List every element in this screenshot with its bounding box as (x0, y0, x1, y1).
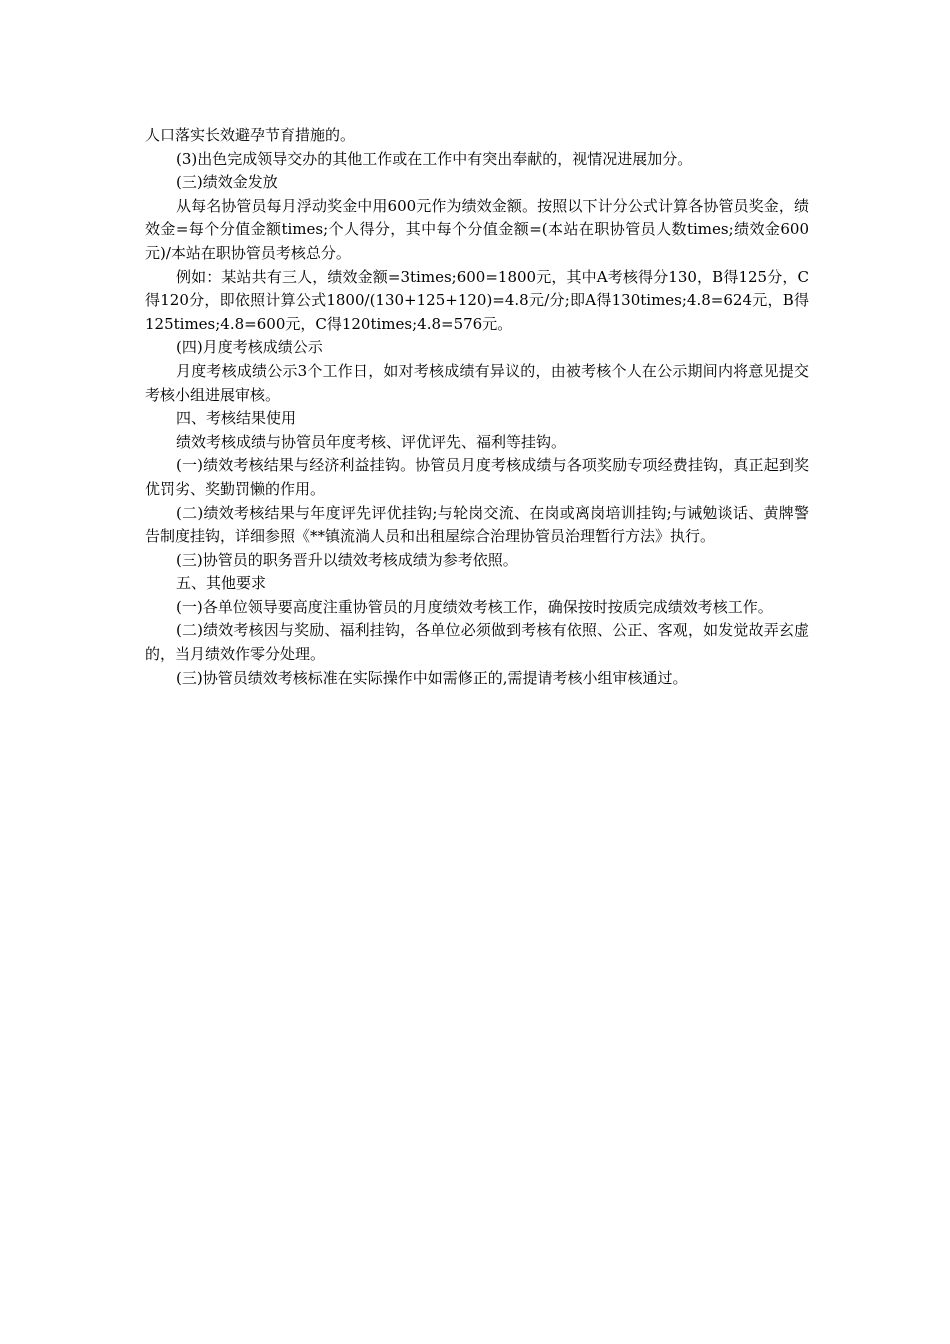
document-body (145, 124, 809, 690)
paragraph: (3)出色完成领导交办的其他工作或在工作中有突出奉献的，视情况进展加分。 (176, 149, 693, 168)
paragraph: (一)各单位领导要高度注重协管员的月度绩效考核工作，确保按时按质完成绩效考核工作。 (176, 597, 773, 616)
section-heading: (三)绩效金发放 (176, 173, 278, 192)
paragraph: (二)绩效考核结果与年度评先评优挂钩;与轮岗交流、在岗或离岗培训挂钩;与诫勉谈话、黄牌警告制度挂钩，详细参照《**镇流淌人员和出租屋综合治理协管员治理暂行方法》执行。 (145, 503, 809, 546)
paragraph: 人口落实长效避孕节育措施的。 (145, 126, 356, 144)
paragraph: (一)绩效考核结果与经济利益挂钩。协管员月度考核成绩与各项奖励专项经费挂钩，真正起到奖优罚劣、奖勤罚懒的作用。 (145, 456, 809, 498)
paragraph: 从每名协管员每月浮动奖金中用600元作为绩效金额。按照以下计分公式计算各协管员奖金，绩效金=每个分值金额times;个人得分，其中每个分值金额=(本站在职协管员人数times;绩效金600元)/本站在职协管员考核总分。 (145, 196, 809, 262)
section-heading: 五、其他要求 (176, 574, 267, 593)
paragraph: 绩效考核成绩与协管员年度考核、评优评先、福利等挂钩。 (176, 432, 567, 451)
paragraph: (二)绩效考核因与奖励、福利挂钩，各单位必须做到考核有依照、公正、客观，如发觉故弄玄虚的，当月绩效作零分处理。 (145, 621, 809, 664)
section-heading: (四)月度考核成绩公示 (176, 338, 323, 357)
paragraph: (三)协管员的职务晋升以绩效考核成绩为参考依照。 (176, 550, 518, 569)
paragraph: (三)协管员绩效考核标准在实际操作中如需修正的,需提请考核小组审核通过。 (176, 668, 688, 687)
paragraph: 例如：某站共有三人，绩效金额=3times;600=1800元，其中A考核得分130，B得125分，C得120分，即依照计算公式1800/(130+125+120)=4.8元/分;即A得130times;4.8=624元，B得125times;4.8=600元，C得120times;4.8=576元。 (145, 267, 809, 333)
section-heading: 四、考核结果使用 (176, 409, 297, 428)
paragraph: 月度考核成绩公示3个工作日，如对考核成绩有异议的，由被考核个人在公示期间内将意见提交考核小组进展审核。 (145, 361, 809, 404)
